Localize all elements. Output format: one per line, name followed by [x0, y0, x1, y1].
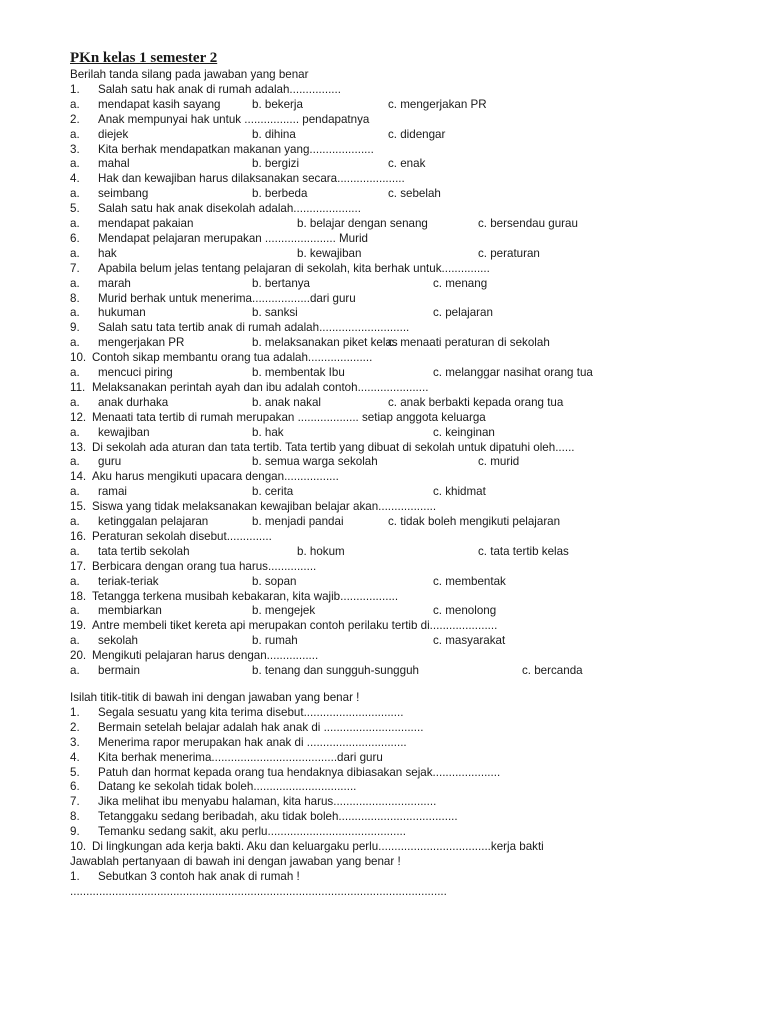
- option-c: c. murid: [478, 455, 520, 469]
- option-b: b. tenang dan sungguh-sungguh: [252, 664, 419, 677]
- option-b: b. anak nakal: [252, 395, 321, 409]
- option-c: c. menang: [433, 276, 488, 290]
- item-number: 4.: [70, 750, 80, 764]
- option-b: b. bertanya: [252, 276, 311, 290]
- option-c: c. masyarakat: [433, 634, 506, 648]
- option-b: b. menjadi pandai: [252, 515, 344, 528]
- option-a-label: a.: [70, 634, 80, 648]
- option-a: marah: [98, 276, 131, 290]
- instruction-text: Berilah tanda silang pada jawaban yang benar: [70, 68, 309, 81]
- item-number: 6.: [70, 780, 80, 794]
- question-number: 6.: [70, 231, 80, 245]
- option-a: mencuci piring: [98, 366, 173, 379]
- question-number: 13.: [70, 440, 87, 454]
- question-text: Antre membeli tiket kereta api merupakan contoh perilaku tertib di.....................: [92, 619, 498, 633]
- option-c: c. didengar: [388, 127, 446, 141]
- option-a-label: a.: [70, 336, 80, 350]
- option-c: c. peraturan: [478, 246, 540, 260]
- question-number: 11.: [70, 380, 86, 394]
- item-number: 7.: [70, 795, 80, 809]
- question-number: 16.: [70, 529, 87, 543]
- item-number: 9.: [70, 825, 80, 839]
- option-a: mendapat kasih sayang: [98, 97, 221, 111]
- option-a-label: a.: [70, 664, 80, 677]
- item-number: 3.: [70, 735, 80, 749]
- option-c: c. sebelah: [388, 187, 441, 201]
- item-number: 5.: [70, 765, 80, 779]
- question-text: Kita berhak mendapatkan makanan yang....................: [98, 142, 374, 156]
- option-a: mahal: [98, 157, 130, 171]
- option-a-label: a.: [70, 366, 80, 379]
- option-a-label: a.: [70, 306, 80, 320]
- option-a-label: a.: [70, 515, 80, 528]
- instruction-text: Jawablah pertanyaan di bawah ini dengan jawaban yang benar !: [70, 854, 401, 868]
- option-b: b. bergizi: [252, 157, 300, 171]
- option-c: c. tata tertib kelas: [478, 544, 569, 558]
- option-b: b. cerita: [252, 485, 294, 499]
- item-text: Menerima rapor merupakan hak anak di ...............................: [98, 735, 407, 749]
- option-c: c. membentak: [433, 574, 506, 588]
- option-a: membiarkan: [98, 604, 162, 618]
- instruction-text: Isilah titik-titik di bawah ini dengan jawaban yang benar !: [70, 691, 360, 704]
- question-number: 2.: [70, 112, 80, 126]
- option-a: hukuman: [98, 306, 146, 320]
- question-number: 20.: [70, 649, 87, 663]
- option-c: c. enak: [388, 157, 426, 171]
- option-a: anak durhaka: [98, 395, 169, 409]
- option-c: c. pelajaran: [433, 306, 493, 320]
- option-b: b. kewajiban: [297, 246, 362, 260]
- option-a: teriak-teriak: [98, 574, 159, 588]
- option-c: c. menolong: [433, 604, 497, 618]
- option-c: c. tidak boleh mengikuti pelajaran: [388, 515, 561, 528]
- option-a-label: a.: [70, 97, 80, 111]
- item-text: Di lingkungan ada kerja bakti. Aku dan keluargaku perlu...................................kerja bakti: [92, 840, 544, 853]
- item-text: Jika melihat ibu menyabu halaman, kita harus................................: [98, 795, 437, 809]
- option-a: ramai: [98, 485, 127, 499]
- question-text: Salah satu hak anak di rumah adalah................: [98, 82, 341, 96]
- question-number: 3.: [70, 142, 80, 156]
- option-b: b. berbeda: [252, 187, 308, 201]
- option-a: mendapat pakaian: [98, 217, 194, 230]
- option-c: c. melanggar nasihat orang tua: [433, 366, 593, 379]
- option-a-label: a.: [70, 246, 80, 260]
- option-b: b. membentak Ibu: [252, 366, 345, 379]
- option-b: b. sanksi: [252, 306, 298, 320]
- question-number: 14.: [70, 470, 87, 484]
- question-text: Anak mempunyai hak untuk ................. pendapatnya: [98, 112, 370, 126]
- question-text: Salah satu tata tertib anak di rumah adalah............................: [98, 321, 410, 335]
- question-text: Mengikuti pelajaran harus dengan................: [92, 649, 319, 663]
- item-text: Bermain setelah belajar adalah hak anak di ...............................: [98, 720, 424, 734]
- question-text: Menaati tata tertib di rumah merupakan ................... setiap anggota keluarga: [92, 410, 486, 424]
- item-text: Patuh dan hormat kepada orang tua hendaknya dibiasakan sejak.....................: [98, 765, 501, 779]
- option-c: c. khidmat: [433, 485, 486, 499]
- option-a: kewajiban: [98, 425, 150, 439]
- option-a-label: a.: [70, 217, 80, 230]
- question-number: 17.: [70, 559, 87, 573]
- page-title: PKn kelas 1 semester 2: [70, 50, 218, 66]
- question-number: 10.: [70, 351, 87, 365]
- item-text: Sebutkan 3 contoh hak anak di rumah !: [98, 869, 300, 883]
- item-text: Datang ke sekolah tidak boleh................................: [98, 780, 357, 794]
- item-text: Segala sesuatu yang kita terima disebut...............................: [98, 705, 404, 719]
- question-text: Di sekolah ada aturan dan tata tertib. Tata tertib yang dibuat di sekolah untuk dipatuhi oleh......: [92, 440, 575, 454]
- option-a-label: a.: [70, 604, 80, 618]
- option-b: b. mengejek: [252, 604, 316, 618]
- question-number: 4.: [70, 172, 80, 186]
- item-number: 1.: [70, 705, 80, 719]
- question-text: Siswa yang tidak melaksanakan kewajiban belajar akan..................: [92, 500, 437, 514]
- question-number: 9.: [70, 321, 80, 335]
- question-number: 12.: [70, 410, 87, 424]
- question-text: Mendapat pelajaran merupakan ...................... Murid: [98, 231, 369, 245]
- question-text: Contoh sikap membantu orang tua adalah....................: [92, 351, 373, 365]
- option-a-label: a.: [70, 276, 80, 290]
- option-b: b. bekerja: [252, 97, 303, 111]
- option-a-label: a.: [70, 485, 80, 499]
- question-number: 1.: [70, 82, 80, 96]
- option-a-label: a.: [70, 574, 80, 588]
- item-text: Kita berhak menerima.......................................dari guru: [98, 750, 383, 764]
- question-text: Aku harus mengikuti upacara dengan.................: [92, 470, 339, 484]
- option-b: b. rumah: [252, 634, 298, 648]
- option-a: guru: [98, 455, 122, 469]
- item-text: Temanku sedang sakit, aku perlu...........................................: [98, 825, 407, 839]
- question-text: Melaksanakan perintah ayah dan ibu adalah contoh......................: [92, 380, 429, 394]
- question-text: Peraturan sekolah disebut..............: [92, 529, 272, 543]
- question-text: Berbicara dengan orang tua harus...............: [92, 559, 317, 573]
- question-text: Tetangga terkena musibah kebakaran, kita wajib..................: [92, 589, 399, 603]
- option-b: b. semua warga sekolah: [252, 455, 378, 469]
- option-a: seimbang: [98, 187, 149, 201]
- option-a-label: a.: [70, 157, 80, 171]
- question-number: 8.: [70, 291, 80, 305]
- option-c: c. mengerjakan PR: [388, 97, 487, 111]
- item-number: 1.: [70, 869, 80, 883]
- question-text: Murid berhak untuk menerima..................dari guru: [98, 291, 356, 305]
- option-b: b. belajar dengan senang: [297, 217, 428, 230]
- option-a-label: a.: [70, 544, 80, 558]
- option-a: bermain: [98, 664, 140, 677]
- option-b: b. hak: [252, 425, 284, 439]
- answer-dots: .....................................................................................................................: [70, 884, 447, 898]
- option-a-label: a.: [70, 425, 80, 439]
- question-number: 15.: [70, 500, 87, 514]
- option-c: c. menaati peraturan di sekolah: [388, 336, 550, 350]
- option-a: sekolah: [98, 634, 138, 648]
- option-a: mengerjakan PR: [98, 336, 185, 350]
- question-number: 19.: [70, 619, 87, 633]
- item-number: 8.: [70, 810, 80, 824]
- option-a-label: a.: [70, 127, 80, 141]
- option-c: c. keinginan: [433, 425, 495, 439]
- option-b: b. dihina: [252, 127, 296, 141]
- option-c: c. bersendau gurau: [478, 217, 578, 230]
- option-a-label: a.: [70, 455, 80, 469]
- option-a: tata tertib sekolah: [98, 544, 190, 558]
- item-text: Tetanggaku sedang beribadah, aku tidak boleh.....................................: [98, 810, 458, 824]
- option-a: hak: [98, 246, 117, 260]
- question-text: Salah satu hak anak disekolah adalah.....................: [98, 202, 361, 216]
- question-text: Apabila belum jelas tentang pelajaran di sekolah, kita berhak untuk...............: [98, 261, 490, 275]
- question-number: 5.: [70, 202, 80, 216]
- option-c: c. anak berbakti kepada orang tua: [388, 395, 564, 409]
- option-b: b. sopan: [252, 574, 297, 588]
- option-b: b. melaksanakan piket kelas: [252, 336, 398, 350]
- item-number: 10.: [70, 840, 87, 853]
- option-a: ketinggalan pelajaran: [98, 515, 209, 528]
- item-number: 2.: [70, 720, 80, 734]
- option-c: c. bercanda: [522, 664, 583, 677]
- question-number: 18.: [70, 589, 87, 603]
- option-a-label: a.: [70, 187, 80, 201]
- question-number: 7.: [70, 261, 80, 275]
- question-text: Hak dan kewajiban harus dilaksanakan secara.....................: [98, 172, 405, 186]
- option-b: b. hokum: [297, 544, 345, 558]
- option-a: diejek: [98, 127, 129, 141]
- option-a-label: a.: [70, 395, 80, 409]
